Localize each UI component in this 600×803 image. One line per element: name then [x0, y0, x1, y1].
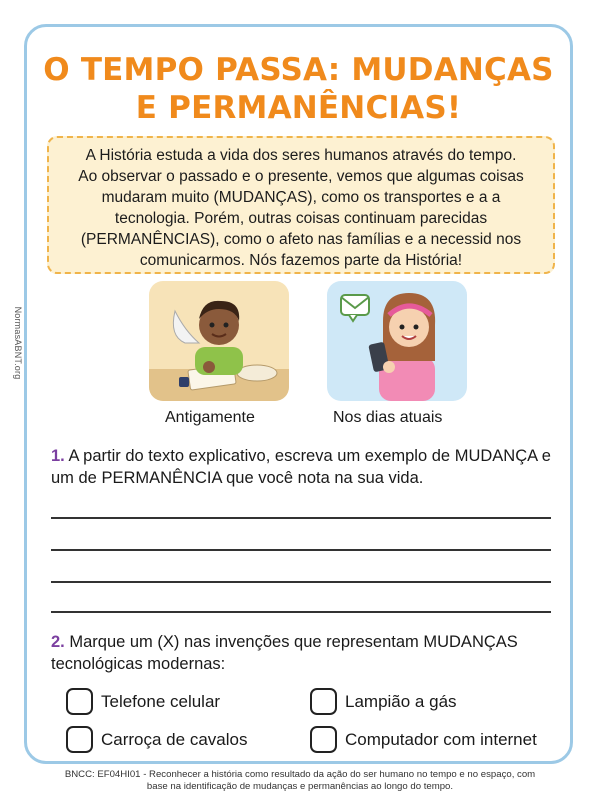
checkbox[interactable]: [310, 688, 337, 715]
option-computador-com-internet[interactable]: [310, 726, 537, 753]
bncc-footer: [0, 769, 600, 793]
question-2-text: Marque um (X) nas invenções que representam MUDANÇAS tecnológicas modernas:: [51, 633, 518, 673]
option-label: Carroça de cavalos: [101, 729, 248, 749]
title-line-1: O TEMPO PASSA: MUDANÇAS: [43, 52, 554, 88]
question-1: [51, 445, 551, 489]
intro-line: (PERMANÊNCIAS), como o afeto nas famílias e a necessid nos: [80, 231, 522, 248]
intro-line: tecnologia. Porém, outras coisas continuam parecidas: [114, 210, 488, 227]
option-carroca-de-cavalos[interactable]: [66, 726, 247, 753]
checkbox[interactable]: [66, 688, 93, 715]
intro-text-box: [47, 136, 555, 274]
side-watermark-label: NormasABNT.org: [13, 306, 23, 380]
worksheet-card: [24, 24, 573, 764]
illustration-girl-phone: [327, 281, 467, 401]
title-line-2: E PERMANÊNCIAS!: [135, 90, 462, 126]
question-1-number: 1.: [51, 447, 65, 465]
question-2: [51, 631, 551, 675]
option-label: Telefone celular: [101, 691, 221, 711]
footer-line-1: BNCC: EF04HI01 - Reconhecer a história como resultado da ação do ser humano no tempo e no espaço, com: [64, 769, 536, 780]
answer-line-1[interactable]: [51, 517, 551, 519]
option-label: Computador com internet: [345, 729, 537, 749]
answer-line-3[interactable]: [51, 581, 551, 583]
intro-line: Ao observar o passado e o presente, vemos que algumas coisas: [78, 168, 524, 185]
footer-line-2: base na identificação de mudanças e permanências ao longo do tempo.: [146, 781, 454, 792]
page-title: [27, 51, 570, 127]
answer-line-4[interactable]: [51, 611, 551, 613]
caption-present: Nos dias atuais: [333, 409, 443, 426]
intro-line: mudaram muito (MUDANÇAS), como os transportes e a a: [101, 189, 501, 206]
caption-past: Antigamente: [165, 409, 255, 426]
answer-line-2[interactable]: [51, 549, 551, 551]
option-lampiao-a-gas[interactable]: [310, 688, 457, 715]
illustration-boy-writing: [149, 281, 289, 401]
intro-line: comunicarmos. Nós fazemos parte da História!: [139, 252, 463, 269]
intro-line: A História estuda a vida dos seres humanos através do tempo.: [85, 147, 517, 164]
checkbox[interactable]: [310, 726, 337, 753]
option-label: Lampião a gás: [345, 691, 457, 711]
checkbox[interactable]: [66, 726, 93, 753]
question-1-text: A partir do texto explicativo, escreva um exemplo de MUDANÇA e um de PERMANÊNCIA que você nota na sua vida.: [51, 447, 551, 487]
question-2-number: 2.: [51, 633, 65, 651]
option-telefone-celular[interactable]: [66, 688, 220, 715]
